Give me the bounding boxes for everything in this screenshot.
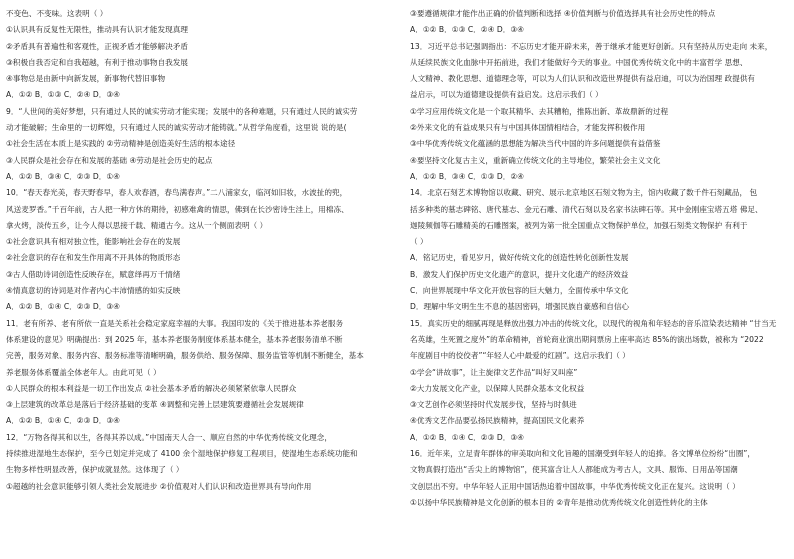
right-text-line: ②大力发展文化产业，以保障人民群众基本文化权益 bbox=[410, 383, 585, 393]
left-text-line: ③积极自我否定和自我超越，有利于推动事物自我发展 bbox=[6, 57, 188, 67]
right-text-line: 括多种类的墓志碑铭、唐代墓志、金元石雕、清代石刻以及名家书法碑石等。其中金刚座宝塔五塔 佛足、 bbox=[410, 204, 763, 214]
right-text-line: ③中华优秀传统文化蕴涵的思想能为解决当代中国的许多问题提供有益借鉴 bbox=[410, 139, 661, 149]
left-text-line: A．①② B．③④ C．②③ D．①④ bbox=[6, 171, 121, 181]
left-text-line: ①人民群众的根本利益是一切工作出发点 ②社会基本矛盾的解决必须紧紧依靠人民群众 bbox=[6, 383, 297, 393]
left-text-line: 11．老有所养、老有所依一直是关系社会稳定家庭幸福的大事。我国印发的《关于推进基本养老服务 bbox=[6, 318, 344, 328]
right-text-line: 文创层出不穷。中华年轻人正用中国话热追着中国故事，中华优秀传统文化正在复兴。这说明（ ） bbox=[410, 481, 740, 491]
left-text-line: A．①② B．①④ C．②③ D．③④ bbox=[6, 302, 121, 312]
left-text-line: A．①② B．①③ C．②④ D．③④ bbox=[6, 90, 121, 100]
left-text-line: 12．“万物各得其和以生，各得其养以成。”中国南天人合一、顺应自然的中华优秀传统文化理念， bbox=[6, 432, 332, 442]
left-text-line: 体系建设的意见》明确提出：到 2025 年，基本养老服务制度体系基本健全，基本养老服务清单不断 bbox=[6, 334, 343, 344]
left-text-line: ①社会生活在本质上是实践的 ②劳动精神是创造美好生活的根本途径 bbox=[6, 139, 236, 149]
left-text-line: 完善，服务对象、服务内容、服务标准等清晰明确，服务供给、服务保障、服务监管等机制不断健全，基本 bbox=[6, 351, 364, 361]
left-text-line: 养老服务体系覆盖全体老年人。由此可见（ ） bbox=[6, 367, 161, 377]
right-text-line: A．铭记历史，看见岁月，做好传统文化的创造性转化创新性发展 bbox=[410, 253, 629, 263]
right-text-line: ④要坚持文化复古主义，重新确立传统文化的主导地位，繁荣社会主义文化 bbox=[410, 155, 661, 165]
right-text-line: 迦陵频伽等石雕精美的石雕图案，被列为第一批全国重点文物保护单位，加强石刻类文物保护 有利于 bbox=[410, 220, 748, 230]
left-text-line: 9．“人世间的美好梦想，只有通过人民的诚实劳动才能实现；发展中的各种难题，只有通过人民的诚实劳 bbox=[6, 106, 358, 116]
left-text-line: ①超越的社会意识能够引领人类社会发展进步 ②价值观对人们认识和改造世界具有导向作用 bbox=[6, 481, 312, 491]
left-text-line: 拿火烤，淡传五乡，让今人得以思接千载、精通古今。这从一个侧面表明（ ） bbox=[6, 220, 268, 230]
right-text-line: ②外来文化的有益成果只有与中国具体国情相结合，才能发挥积极作用 bbox=[410, 123, 646, 133]
right-text-line: B．激发人们保护历史文化遗产的意识，提升文化遗产的经济效益 bbox=[410, 269, 629, 279]
left-text-line: 持续推进湿地生态保护，至今已划定并完成了 4100 余个湿地保护修复工程项目，使湿地生态系统功能和 bbox=[6, 449, 358, 459]
left-text-line: ③上层建筑的改革总是落后于经济基础的变革 ④调整和完善上层建筑要遵循社会发展规律 bbox=[6, 400, 304, 410]
right-text-line: A．①② B．①③ C．②④ D．③④ bbox=[410, 25, 525, 35]
right-text-line: C．向世界展现中华文化开放包容的巨大魅力，全面传承中华文化 bbox=[410, 286, 629, 296]
right-text-line: ③文艺创作必须坚持时代发展步伐，坚持与时俱进 bbox=[410, 400, 577, 410]
right-text-line: ①学习应用传统文化是一个取其精华、去其糟粕，推陈出新、革故鼎新的过程 bbox=[410, 106, 669, 116]
right-text-line: 名英雄，生死置之度外”的革命精神，首轮商业演出期间票房上座率高达 85%的演出场数，被称为 “2022 bbox=[410, 334, 764, 344]
right-text-line: ①以扬中华民族精神是文化创新的根本目的 ②青年是推动优秀传统文化创造性转化的主体 bbox=[410, 497, 708, 507]
right-text-line: 文物真假打造出“舌尖上的博物馆”，使其富含让人人都能成为考古人，文具、服饰、日用品等国潮 bbox=[410, 465, 738, 475]
right-text-line: A．①② B．③④ C．①③ D．②④ bbox=[410, 171, 525, 181]
right-text-line: 年度剧目中的佼佼者”“年轻人心中最爱的红剧”。这启示我们（ ） bbox=[410, 351, 630, 361]
right-text-line: （ ） bbox=[410, 237, 428, 247]
right-text-line: ③要遵循规律才能作出正确的价值判断和选择 ④价值判断与价值选择具有社会历史性的特点 bbox=[410, 9, 716, 18]
left-text-line: ①认识具有反复性无限性，推动具有认识才能发现真理 bbox=[6, 25, 188, 35]
left-text-line: 生物多样性明显改善，保护成就显然。这体现了（ ） bbox=[6, 465, 184, 475]
right-text-line: ①学会“讲故事”，让主旋律文艺作品“叫好又叫座” bbox=[410, 367, 578, 377]
right-text-line: 16．近年来，立足青年群体的审美取向和文化旨趣的国潮受到年轻人的追捧。各文博单位纷纷“出圈”， bbox=[410, 449, 755, 459]
left-text-line: ④情真意切的诗词是对作者内心丰沛情感的如实反映 bbox=[6, 286, 181, 296]
left-text-line: 不变色、不变味。这表明（ ） bbox=[6, 9, 108, 18]
right-text-line: A．①② B．①④ C．②③ D．③④ bbox=[410, 432, 525, 442]
left-text-line: ④事物总是由新中向新发展，新事物代替旧事物 bbox=[6, 74, 166, 84]
left-column bbox=[6, 6, 384, 495]
left-text-line: ③古人借助诗词创造性反映存在，赋意绎再万千情绪 bbox=[6, 269, 181, 279]
left-text-line: A．①② B．①④ C．②③ D．③④ bbox=[6, 416, 121, 426]
right-text-line: 从延续民族文化血脉中开拓前进，我们才能做好今天的事业。中国优秀传统文化中的丰富哲学 思想、 bbox=[410, 57, 748, 67]
left-text-line: ①社会意识具有相对独立性，能影响社会存在的发展 bbox=[6, 237, 181, 247]
right-column bbox=[410, 6, 788, 511]
left-text-line: ②矛盾具有普遍性和客观性，正视矛盾才能够解决矛盾 bbox=[6, 41, 188, 51]
left-text-line: 动才能破解；生命里的一切辉煌，只有通过人民的诚实劳动才能铸就。”从哲学角度看，这里说 说的是( bbox=[6, 123, 347, 133]
left-text-line: 10．“春天春光美，春天野春早，春人欢春酒，春鸟满春声。”二八浦家女，临河如旧妆，水波扯的兜， bbox=[6, 188, 348, 198]
right-text-line: 13．习近平总书记强调指出：不忘历史才能开辟未来，善于继承才能更好创新。只有坚持从历史走向 未来， bbox=[410, 41, 773, 51]
right-text-line: 14．北京石刻艺术博物馆以收藏、研究、展示北京地区石刻文物为主，馆内收藏了数千件石刻藏品， 包 bbox=[410, 188, 758, 198]
left-text-line: ②社会意识的存在和发生作用离不开具体的物质形态 bbox=[6, 253, 181, 263]
right-text-line: 人文精神、教化思想、道德理念等，可以为人们认识和改造世界提供有益启迪，可以为治国理 政提供有 bbox=[410, 74, 756, 84]
left-text-line: 风送麦罗香。”千百年前，古人把一种方休的期待，初感难禽的情思，佛到在长沙密诗生洼上，用棉冻、 bbox=[6, 204, 349, 214]
right-text-line: 益启示，可以为道德建设提供有益启发。这启示我们（ ） bbox=[410, 90, 603, 100]
right-text-line: D．理解中华文明生生不息的基因密码，增强民族自豪感和自信心 bbox=[410, 302, 630, 312]
left-text-line: ③人民群众是社会存在和发展的基础 ④劳动是社会历史的起点 bbox=[6, 155, 213, 165]
right-text-line: ④优秀文艺作品要弘扬民族精神，提高国民文化素养 bbox=[410, 416, 585, 426]
right-text-line: 15．真实历史的细腻再现是释放出强力冲击的传统文化，以现代的视角和年轻态的音乐渲染表达精神 “甘当无 bbox=[410, 318, 777, 328]
